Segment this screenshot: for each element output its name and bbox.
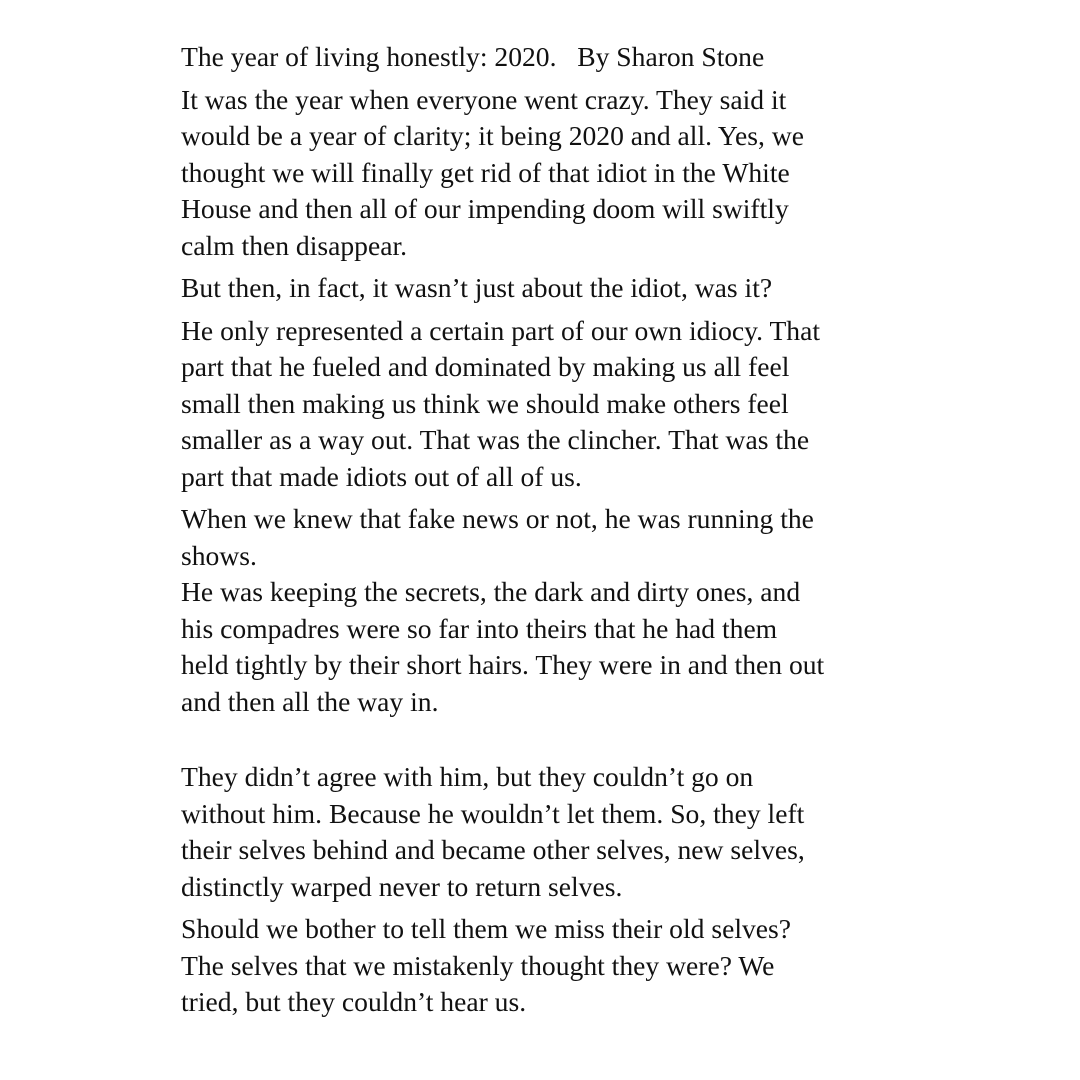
- paragraph-1: [181, 82, 1061, 265]
- document-page: [181, 39, 1061, 1021]
- paragraph-6: [181, 759, 1061, 905]
- paragraph-line: When we knew that fake news or not, he was running the: [181, 503, 814, 534]
- paragraph-line: He was keeping the secrets, the dark and dirty ones, and: [181, 576, 801, 607]
- paragraph-line: without him. Because he wouldn’t let them. So, they left: [181, 797, 805, 829]
- paragraph-line: part that made idiots out of all of us.: [181, 460, 582, 492]
- paragraph-line: small then making us think we should make others feel: [181, 387, 789, 419]
- paragraph-line: shows.: [181, 539, 257, 571]
- paragraph-line: calm then disappear.: [181, 229, 408, 261]
- paragraph-line: House and then all of our impending doom will swiftly: [181, 193, 789, 224]
- paragraph-line: his compadres were so far into theirs that he had them: [181, 612, 778, 644]
- paragraph-line: smaller as a way out. That was the clincher. That was the: [181, 424, 810, 455]
- paragraph-line: part that he fueled and dominated by making us all feel: [181, 351, 790, 382]
- paragraph-7: [181, 911, 1061, 1021]
- paragraph-line: Should we bother to tell them we miss their old selves?: [181, 913, 792, 944]
- paragraph-line: It was the year when everyone went crazy. They said it: [181, 83, 787, 115]
- paragraph-2: [181, 270, 1061, 307]
- title-text: The year of living honestly: 2020. By Sharon Stone: [181, 41, 765, 72]
- paragraph-line: held tightly by their short hairs. They were in and then out: [181, 649, 825, 680]
- paragraph-line: They didn’t agree with him, but they couldn’t go on: [181, 761, 754, 792]
- paragraph-line: tried, but they couldn’t hear us.: [181, 986, 527, 1017]
- paragraph-line: But then, in fact, it wasn’t just about the idiot, was it?: [181, 272, 773, 303]
- paragraph-line: He only represented a certain part of our own idiocy. That: [181, 314, 821, 346]
- paragraph-line: thought we will finally get rid of that idiot in the White: [181, 156, 790, 188]
- paragraph-line: would be a year of clarity; it being 2020 and all. Yes, we: [181, 120, 805, 151]
- title-line: [181, 39, 1061, 76]
- paragraph-line: and then all the way in.: [181, 685, 439, 717]
- paragraph-5: [181, 574, 1061, 720]
- paragraph-line: their selves behind and became other selves, new selves,: [181, 834, 805, 865]
- paragraph-line: The selves that we mistakenly thought they were? We: [181, 949, 775, 981]
- paragraph-line: distinctly warped never to return selves.: [181, 870, 623, 902]
- paragraph-4: [181, 501, 1061, 574]
- paragraph-3: [181, 313, 1061, 496]
